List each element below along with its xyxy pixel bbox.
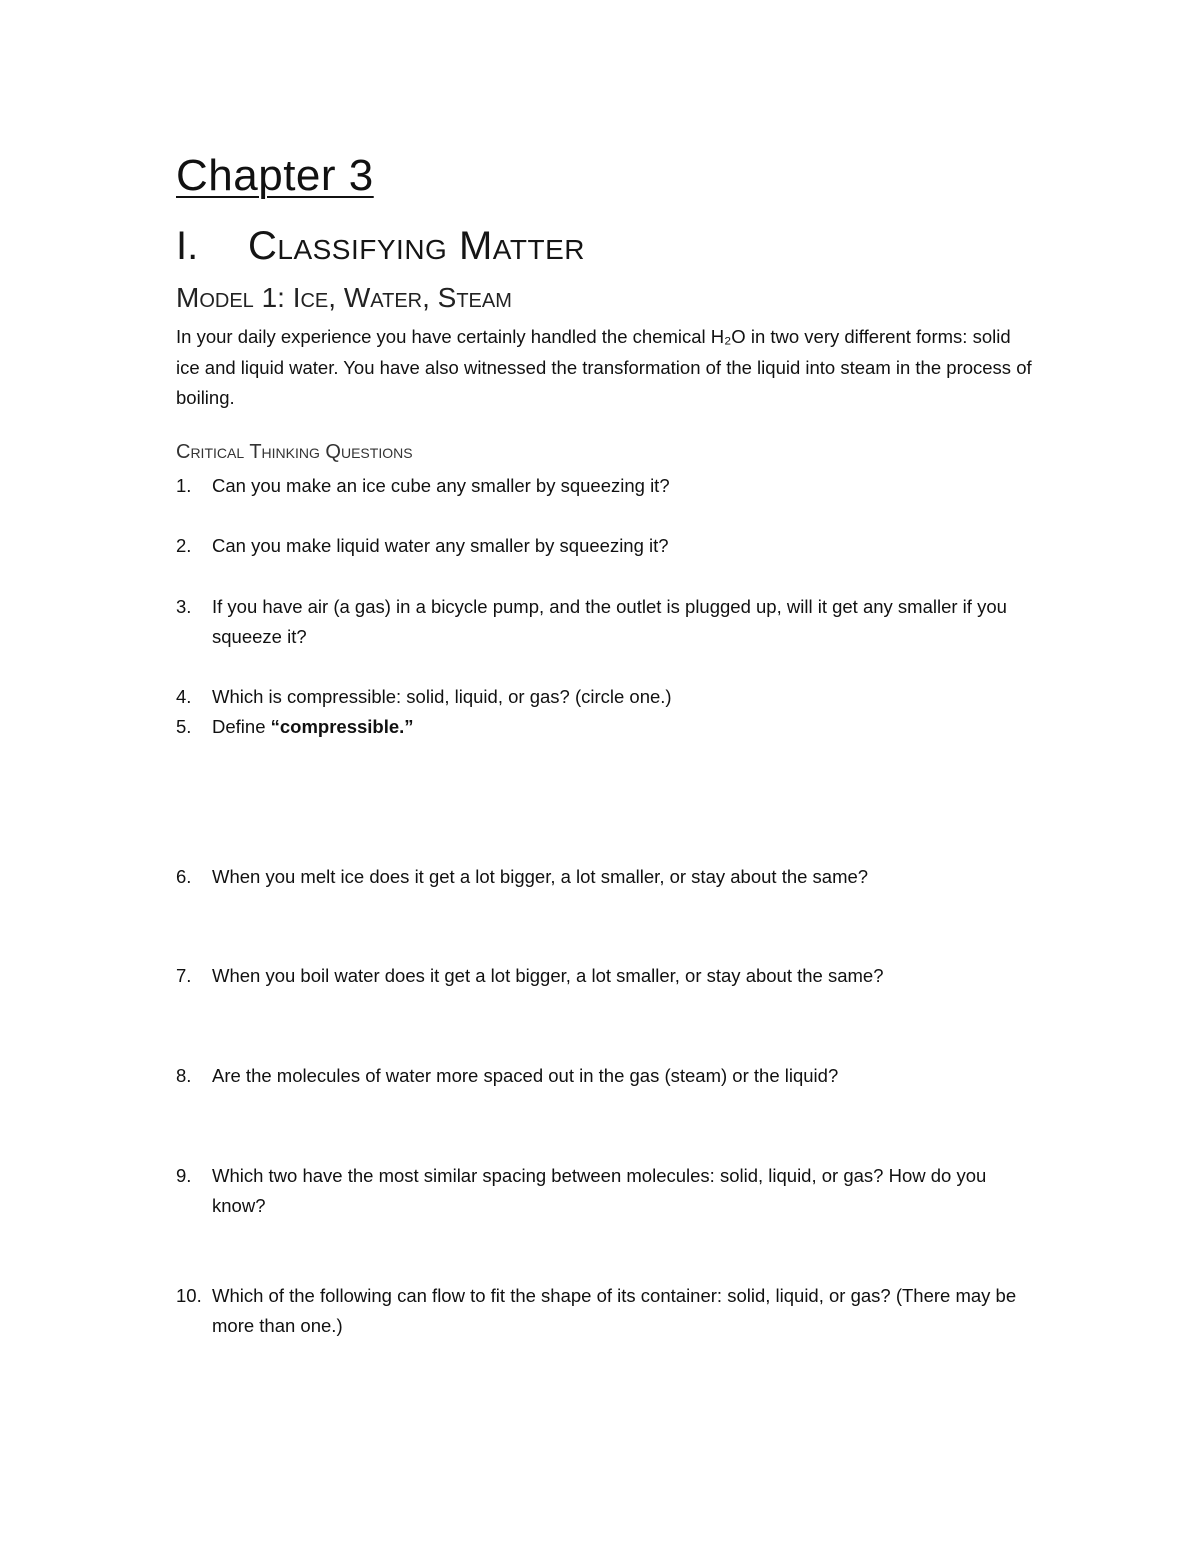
intro-paragraph: In your daily experience you have certainly handled the chemical H₂O in two very different forms: solid ice and liquid water. You have also witnessed the transformation of the liquid into steam in the process of boiling. xyxy=(176,326,1032,408)
question-text: Which of the following can flow to fit the shape of its container: solid, liquid, or gas? (There may be more than one.) xyxy=(212,1285,1017,1336)
chapter-title: Chapter 3 xyxy=(176,151,374,200)
critical-thinking-heading: Critical Thinking Questions xyxy=(176,441,413,463)
question-text: Can you make liquid water any smaller by squeezing it? xyxy=(212,535,669,556)
question-number: 3. xyxy=(176,596,192,617)
question-number: 10. xyxy=(176,1285,202,1306)
section-title: Classifying Matter xyxy=(248,224,585,268)
question-9 xyxy=(176,1161,1036,1221)
question-text: When you boil water does it get a lot bigger, a lot smaller, or stay about the same? xyxy=(212,965,884,986)
defined-term: “compressible.” xyxy=(270,716,414,737)
question-text: Which two have the most similar spacing between molecules: solid, liquid, or gas? How do you know? xyxy=(212,1165,987,1216)
question-text: When you melt ice does it get a lot bigger, a lot smaller, or stay about the same? xyxy=(212,866,869,887)
question-6 xyxy=(176,862,1036,892)
question-1 xyxy=(176,471,1036,501)
question-text: Can you make an ice cube any smaller by squeezing it? xyxy=(212,475,670,496)
question-number: 2. xyxy=(176,535,192,556)
question-text: If you have air (a gas) in a bicycle pump, and the outlet is plugged up, will it get any smaller if you squeeze it? xyxy=(212,596,1007,647)
question-3 xyxy=(176,592,1036,652)
question-number: 8. xyxy=(176,1065,192,1086)
question-number: 1. xyxy=(176,475,192,496)
question-5 xyxy=(176,712,1036,742)
model-heading: Model 1: Ice, Water, Steam xyxy=(176,282,512,313)
question-7 xyxy=(176,961,1036,991)
question-2 xyxy=(176,531,1036,561)
question-10 xyxy=(176,1281,1036,1341)
question-text: Define xyxy=(212,716,266,737)
section-numeral: I. xyxy=(176,224,199,268)
question-number: 9. xyxy=(176,1165,192,1186)
question-8 xyxy=(176,1061,1036,1091)
section-heading xyxy=(176,222,585,276)
question-number: 7. xyxy=(176,965,192,986)
question-4 xyxy=(176,682,1036,712)
question-number: 5. xyxy=(176,716,192,737)
question-number: 4. xyxy=(176,686,192,707)
question-number: 6. xyxy=(176,866,192,887)
question-text: Which is compressible: solid, liquid, or gas? (circle one.) xyxy=(212,686,672,707)
question-text: Are the molecules of water more spaced out in the gas (steam) or the liquid? xyxy=(212,1065,839,1086)
question-text-wrapper xyxy=(212,712,1036,742)
